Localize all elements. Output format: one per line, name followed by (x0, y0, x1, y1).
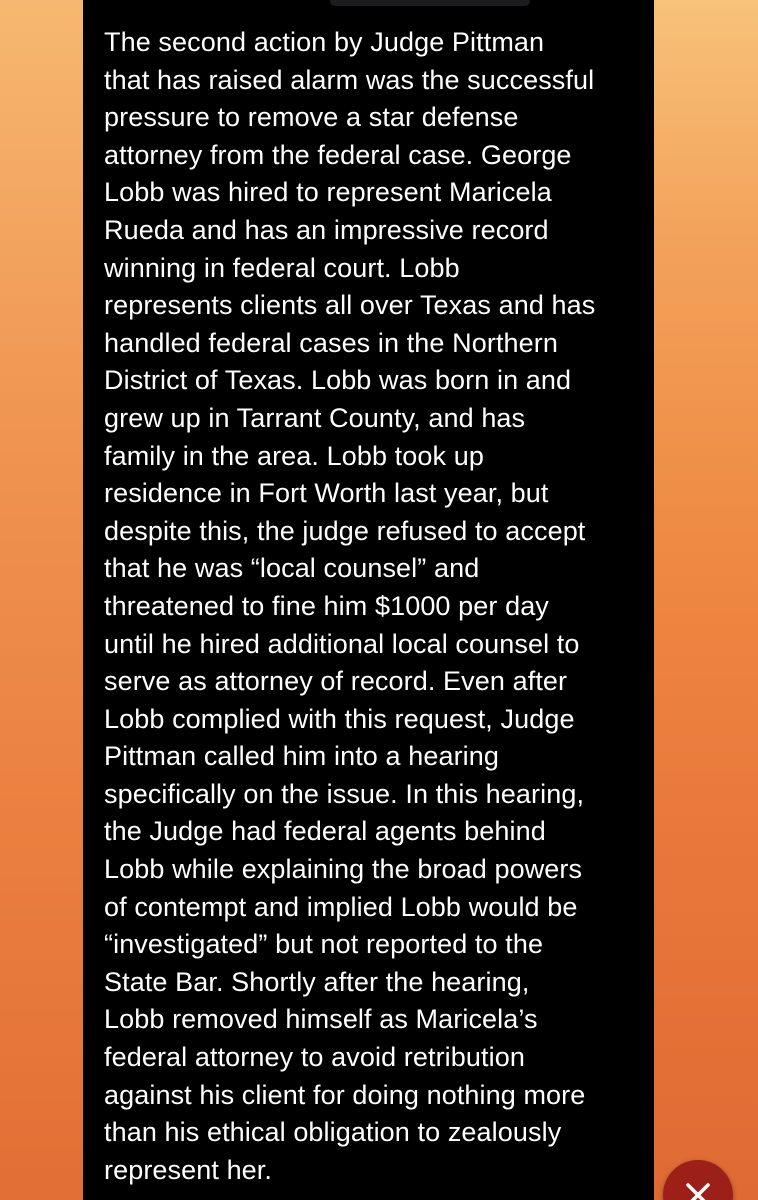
article-line: represents clients all over Texas and has (104, 290, 596, 321)
article-line: Lobb was hired to represent Maricela (104, 177, 552, 208)
article-line: Lobb while explaining the broad powers (104, 854, 583, 885)
article-line: “investigated” but not reported to the (104, 929, 544, 960)
article-line: that has raised alarm was the successful (104, 64, 595, 95)
article-line: than his ethical obligation to zealously (104, 1117, 562, 1148)
article-line: Lobb removed himself as Maricela’s (104, 1004, 538, 1035)
article-line: grew up in Tarrant County, and has (104, 402, 526, 433)
article-line: State Bar. Shortly after the hearing, (104, 966, 530, 997)
article-line: represent her. (104, 1154, 273, 1185)
article-line: Lobb complied with this request, Judge (104, 703, 575, 734)
sheet-handle[interactable] (330, 0, 530, 6)
background-gradient (0, 0, 83, 1200)
article-line: attorney from the federal case. George (104, 139, 572, 170)
article-line: handled federal cases in the Northern (104, 327, 558, 358)
text-card (83, 0, 654, 1200)
article-line: against his client for doing nothing more (104, 1079, 586, 1110)
article-line: despite this, the judge refused to accept (104, 515, 586, 546)
article-line: threatened to fine him $1000 per day (104, 590, 549, 621)
close-icon (683, 1180, 713, 1200)
article-line: winning in federal court. Lobb (104, 252, 460, 283)
article-line: the Judge had federal agents behind (104, 816, 546, 847)
article-line: Rueda and has an impressive record (104, 214, 549, 245)
article-line: family in the area. Lobb took up (104, 440, 484, 471)
article-line: pressure to remove a star defense (104, 102, 519, 133)
article-text (104, 24, 644, 1189)
article-line: The second action by Judge Pittman (104, 27, 545, 57)
article-line: until he hired additional local counsel to (104, 628, 580, 659)
article-line: federal attorney to avoid retribution (104, 1042, 525, 1073)
article-line: District of Texas. Lobb was born in and (104, 365, 572, 396)
close-button[interactable] (663, 1160, 733, 1200)
article-line: serve as attorney of record. Even after (104, 666, 568, 697)
article-line: that he was “local counsel” and (104, 553, 480, 584)
article-line: specifically on the issue. In this hearing, (104, 778, 585, 809)
article-line: of contempt and implied Lobb would be (104, 891, 578, 922)
article-line: residence in Fort Worth last year, but (104, 478, 549, 509)
article-line: Pittman called him into a hearing (104, 741, 500, 772)
